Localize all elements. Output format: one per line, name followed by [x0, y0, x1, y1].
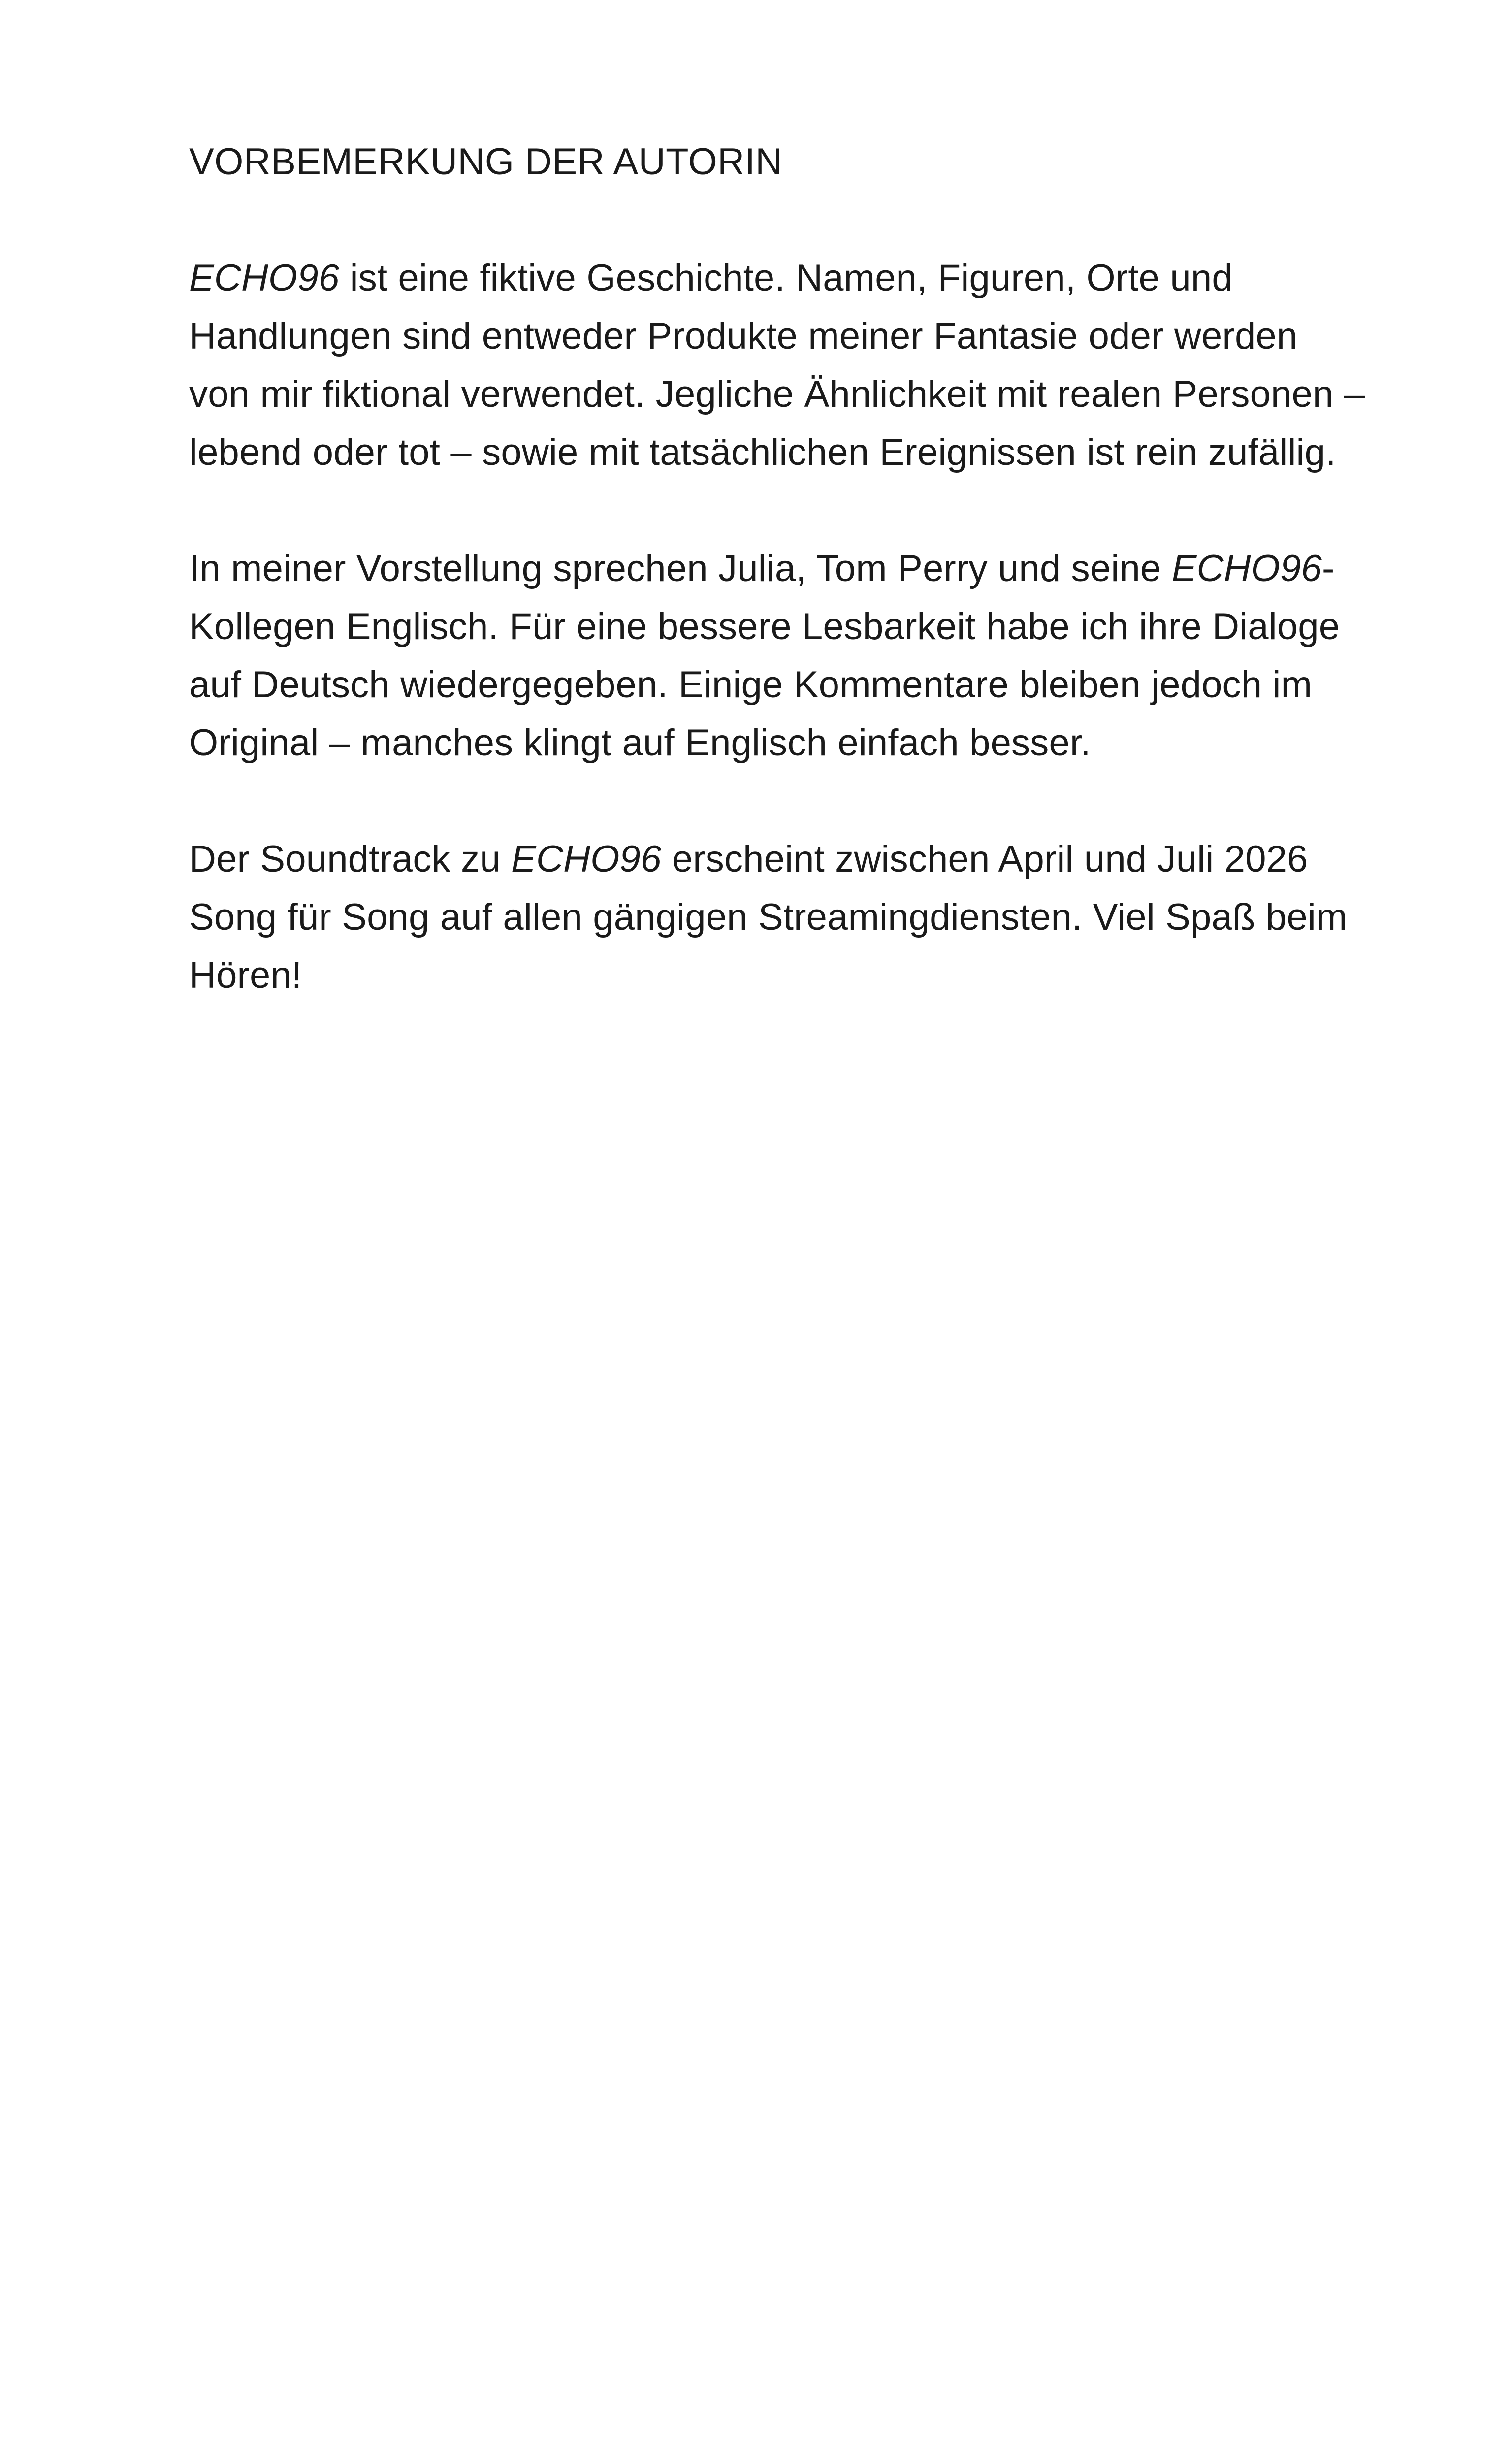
- text-segment: auf Deutsch wiedergegeben. Einige Kommentare bleiben jedoch im: [189, 664, 1313, 706]
- text-segment: Hören!: [189, 954, 302, 996]
- paragraph-3: [189, 830, 1366, 1005]
- text-line: [189, 656, 1366, 714]
- text-segment: erscheint zwischen April und Juli 2026: [661, 838, 1308, 880]
- text-line: [189, 540, 1366, 598]
- text-segment: -: [1322, 548, 1335, 589]
- text-line: [189, 598, 1366, 656]
- text-segment: Der Soundtrack zu: [189, 838, 512, 880]
- text-line: [189, 946, 1366, 1005]
- text-segment: Song für Song auf allen gängigen Streamingdiensten. Viel Spaß beim: [189, 896, 1348, 938]
- text-line: [189, 423, 1366, 482]
- paragraph-1: [189, 249, 1366, 482]
- text-segment: Original – manches klingt auf Englisch einfach besser.: [189, 722, 1091, 764]
- paragraph-spacer: [189, 482, 1366, 540]
- page-title: VORBEMERKUNG DER AUTORIN: [189, 141, 783, 183]
- text-line: [189, 249, 1366, 307]
- paragraph-2: [189, 540, 1366, 772]
- text-line: [189, 714, 1366, 772]
- text-segment: von mir fiktional verwendet. Jegliche Ähnlichkeit mit realen Personen –: [189, 373, 1365, 415]
- text-segment: ist eine fiktive Geschichte. Namen, Figuren, Orte und: [339, 257, 1233, 299]
- title-emphasis: ECHO96: [189, 257, 340, 299]
- paragraph-list: [189, 249, 1366, 1005]
- text-segment: lebend oder tot – sowie mit tatsächlichen Ereignissen ist rein zufällig.: [189, 431, 1336, 473]
- paragraph-spacer: [189, 772, 1366, 830]
- document-body: [189, 133, 1366, 1005]
- text-line: [189, 830, 1366, 888]
- text-segment: Kollegen Englisch. Für eine bessere Lesbarkeit habe ich ihre Dialoge: [189, 606, 1340, 648]
- text-segment: In meiner Vorstellung sprechen Julia, Tom Perry und seine: [189, 548, 1172, 589]
- text-segment: Handlungen sind entweder Produkte meiner Fantasie oder werden: [189, 315, 1298, 357]
- heading-spacer: [189, 191, 1366, 249]
- text-line: [189, 888, 1366, 946]
- title-emphasis: ECHO96: [511, 838, 662, 880]
- text-line: [189, 365, 1366, 423]
- text-line: [189, 307, 1366, 365]
- title-emphasis: ECHO96: [1171, 548, 1322, 589]
